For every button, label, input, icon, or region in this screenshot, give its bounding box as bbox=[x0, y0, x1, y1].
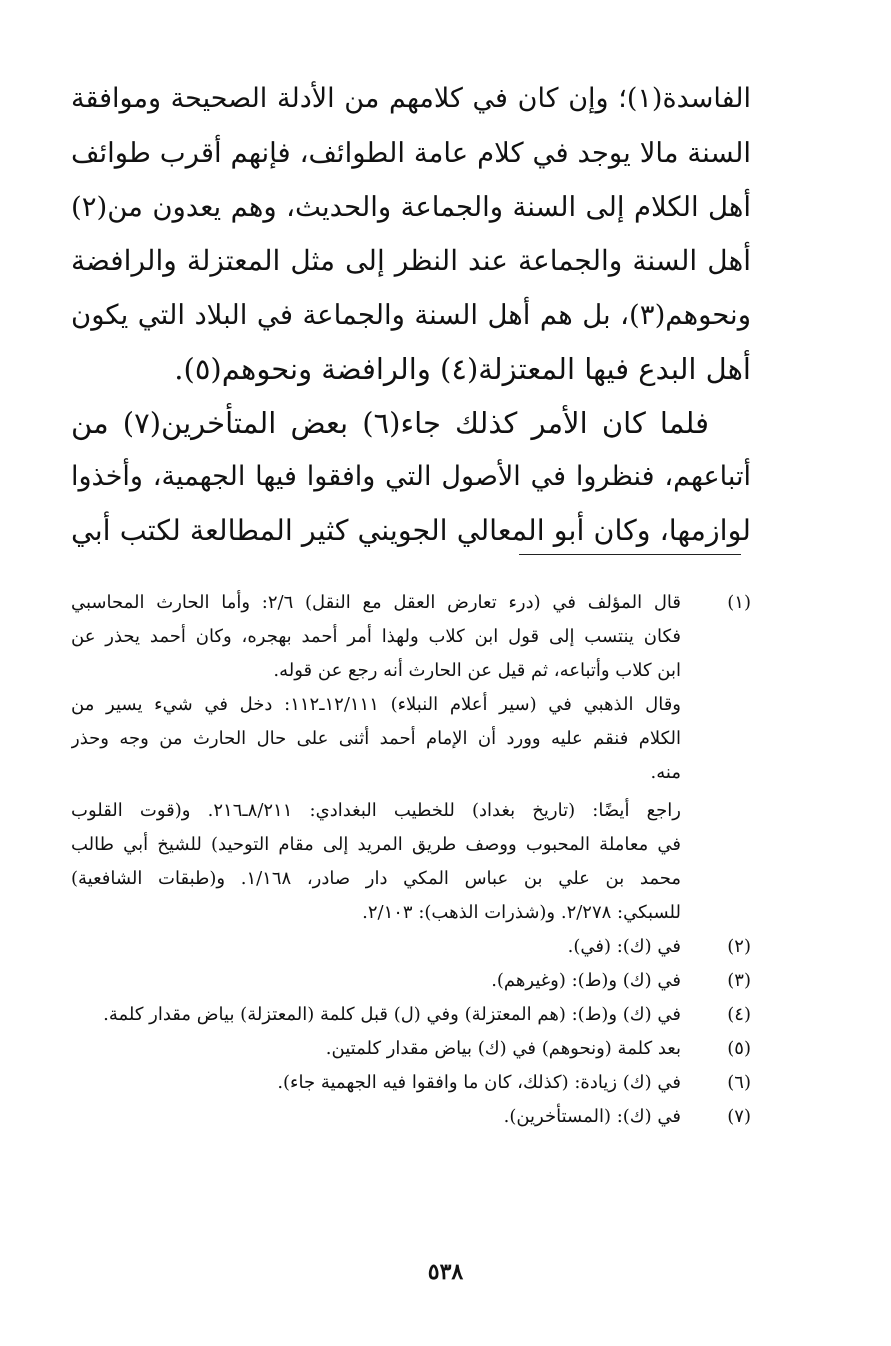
main-text-line: السنة مالا يوجد في كلام عامة الطوائف، فإنهم أقرب طوائف bbox=[71, 137, 751, 169]
footnote-number: (٦) bbox=[727, 1072, 751, 1093]
footnote-line: في معاملة المحبوب ووصف طريق المريد إلى مقام التوحيد) للشيخ أبي طالب bbox=[71, 834, 681, 855]
footnote-item bbox=[71, 930, 751, 964]
footnote-item bbox=[71, 1032, 751, 1066]
footnote-body bbox=[71, 1100, 681, 1134]
footnote-body bbox=[71, 998, 681, 1032]
footnote-line: للسبكي: ٢/٢٧٨. و(شذرات الذهب): ٢/١٠٣. bbox=[362, 902, 681, 923]
footnote-line: ابن كلاب وأتباعه، ثم قيل عن الحارث أنه رجع عن قوله. bbox=[273, 660, 681, 681]
footnote-number: (٤) bbox=[727, 1004, 751, 1025]
main-text-line: أهل السنة والجماعة عند النظر إلى مثل المعتزلة والرافضة bbox=[71, 244, 751, 277]
footnote-body bbox=[71, 930, 681, 964]
footnote-line: منه. bbox=[650, 762, 681, 783]
footnote-number: (٧) bbox=[727, 1106, 751, 1127]
footnote-body bbox=[71, 964, 681, 998]
footnote-number: (٣) bbox=[727, 970, 751, 991]
main-text bbox=[71, 72, 751, 558]
footnote-line: في (ك) و(ط): (هم المعتزلة) وفي (ل) قبل كلمة (المعتزلة) بياض مقدار كلمة. bbox=[103, 1004, 681, 1025]
footnote-line: محمد بن علي بن عباس المكي دار صادر، ١/١٦٨. و(طبقات الشافعية) bbox=[71, 868, 681, 889]
footnote-item bbox=[71, 1066, 751, 1100]
footnote-line: راجع أيضًا: (تاريخ بغداد) للخطيب البغدادي: ٨/٢١١ـ٢١٦. و(قوت القلوب bbox=[71, 800, 681, 821]
footnote-line: في (ك) زيادة: (كذلك، كان ما وافقوا فيه الجهمية جاء). bbox=[277, 1072, 681, 1093]
footnote-line: وقال الذهبي في (سير أعلام النبلاء) ١٢/١١١ـ١١٢: دخل في شيء يسير من bbox=[71, 694, 681, 715]
page-number: ٥٣٨ bbox=[427, 1259, 464, 1285]
footnote-body bbox=[71, 586, 681, 930]
footnote-number: (١) bbox=[727, 592, 751, 613]
footnotes bbox=[71, 586, 751, 1134]
footnote-number: (٥) bbox=[727, 1038, 751, 1059]
footnote-item bbox=[71, 586, 751, 930]
main-text-line: لوازمها، وكان أبو المعالي الجويني كثير المطالعة لكتب أبي bbox=[71, 514, 751, 547]
footnote-body bbox=[71, 1066, 681, 1100]
footnote-line: في (ك): (في). bbox=[567, 936, 681, 957]
main-text-line: الفاسدة(١)؛ وإن كان في كلامهم من الأدلة الصحيحة وموافقة bbox=[71, 83, 751, 114]
main-text-line: أهل البدع فيها المعتزلة(٤) والرافضة ونحوهم(٥). bbox=[174, 352, 751, 386]
footnote-item bbox=[71, 964, 751, 998]
footnote-item bbox=[71, 1100, 751, 1134]
footnote-line: قال المؤلف في (درء تعارض العقل مع النقل) ٢/٦: وأما الحارث المحاسبي bbox=[71, 592, 681, 613]
main-text-line: أتباعهم، فنظروا في الأصول التي وافقوا فيها الجهمية، وأخذوا bbox=[71, 461, 751, 492]
footnote-line: في (ك): (المستأخرين). bbox=[503, 1106, 681, 1127]
footnote-line: بعد كلمة (ونحوهم) في (ك) بياض مقدار كلمتين. bbox=[325, 1038, 681, 1059]
main-text-line: فلما كان الأمر كذلك جاء(٦) بعض المتأخرين(٧) من bbox=[71, 406, 709, 440]
footnote-number: (٢) bbox=[727, 936, 751, 957]
main-text-line: أهل الكلام إلى السنة والجماعة والحديث، وهم يعدون من(٢) bbox=[71, 191, 751, 223]
footnote-line: الكلام فنقم عليه وورد أن الإمام أحمد أثنى على حال الحارث من وجه وحذر bbox=[71, 728, 681, 749]
footnote-separator bbox=[519, 554, 741, 555]
footnote-line: فكان ينتسب إلى قول ابن كلاب ولهذا أمر أحمد بهجره، وكان أحمد يحذر عن bbox=[71, 626, 681, 647]
footnote-body bbox=[71, 1032, 681, 1066]
footnote-item bbox=[71, 998, 751, 1032]
main-text-line: ونحوهم(٣)، بل هم أهل السنة والجماعة في البلاد التي يكون bbox=[71, 299, 751, 331]
footnote-line: في (ك) و(ط): (وغيرهم). bbox=[491, 970, 681, 991]
